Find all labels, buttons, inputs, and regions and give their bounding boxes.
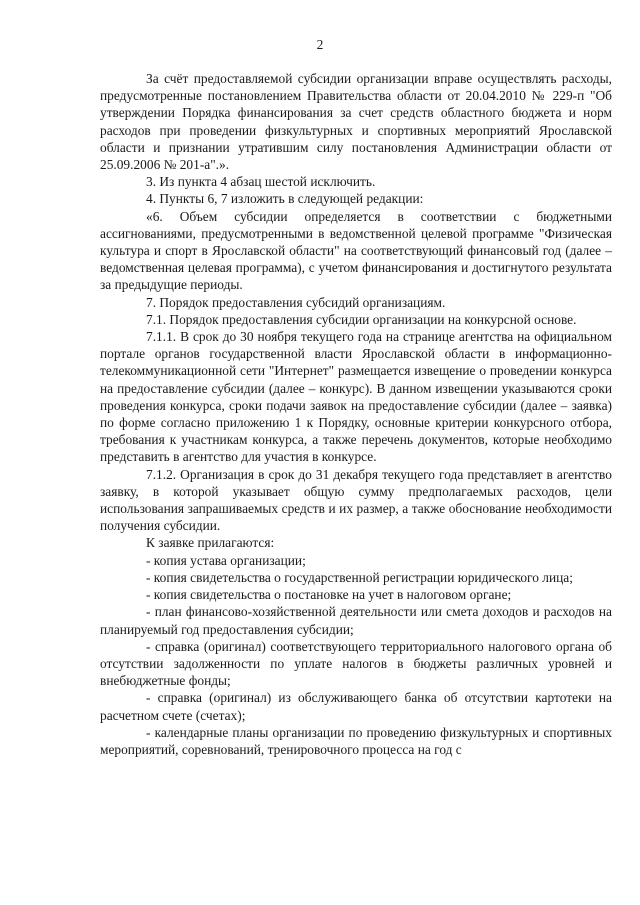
list-item-charter-copy: - копия устава организации; xyxy=(146,552,306,568)
paragraph-point-7-1-2: 7.1.2. Организация в срок до 31 декабря текущего года представляет в агентство заявку, в которой указывает общую сумму предполагаемых расходов, цели использования запрашиваемых средств и их размер, а также обоснование необходимости получения субсидии. xyxy=(100,466,612,534)
list-item-registration-copy: - копия свидетельства о государственной регистрации юридического лица; xyxy=(146,569,573,585)
list-item-financial-plan: - план финансово-хозяйственной деятельности или смета доходов и расходов на планируемый год предоставления субсидии; xyxy=(100,604,612,637)
document-body xyxy=(100,70,612,758)
paragraph-attachments-intro: К заявке прилагаются: xyxy=(146,535,275,551)
paragraph-item-3: 3. Из пункта 4 абзац шестой исключить. xyxy=(146,174,376,190)
paragraph-point-6: «6. Объем субсидии определяется в соответствии с бюджетными ассигнованиями, предусмотренными в ведомственной целевой программе "Физическая культура и спорт в Ярославской области" на соответствующий финансовый год (далее – ведомственная целевая программа), с учетом финансирования и достигнутого результата за предыдущие периоды. xyxy=(100,208,612,293)
paragraph-subsidy-expenses: За счёт предоставляемой субсидии организации вправе осуществлять расходы, предусмотренные постановлением Правительства области от 20.04.2010 № 229-п "Об утверждении Порядка финансирования за счет средств областного бюджета и норм расходов при проведении физкультурных и спортивных мероприятий Ярославской области и признании утратившим силу постановления Администрации области от 25.09.2006 № 201-а".». xyxy=(100,71,612,173)
paragraph-point-7-1: 7.1. Порядок предоставления субсидии организации на конкурсной основе. xyxy=(146,311,577,327)
page-number: 2 xyxy=(316,37,324,52)
list-item-calendar-plans: - календарные планы организации по проведению физкультурных и спортивных мероприятий, соревнований, тренировочного процесса на год с xyxy=(100,724,612,757)
list-item-bank-certificate: - справка (оригинал) из обслуживающего банка об отсутствии картотеки на расчетном счете (счетах); xyxy=(100,690,612,723)
paragraph-item-4: 4. Пункты 6, 7 изложить в следующей редакции: xyxy=(146,191,424,207)
paragraph-point-7-1-1: 7.1.1. В срок до 30 ноября текущего года на странице агентства на официальном портале органов государственной власти Ярославской области в информационно-телекоммуникационной сети "Интернет" размещается извещение о проведении конкурса на предоставление субсидии (далее – конкурс). В данном извещении указываются сроки проведения конкурса, сроки подачи заявок на предоставление субсидии (далее – заявка) по форме согласно приложению 1 к Порядку, основные критерии конкурсного отбора, требования к участникам конкурса, а также перечень документов, которые необходимо представить в агентство для участия в конкурсе. xyxy=(100,329,612,465)
list-item-tax-certificate: - справка (оригинал) соответствующего территориального налогового органа об отсутствии задолженности по уплате налогов в бюджеты различных уровней и внебюджетные фонды; xyxy=(100,638,612,689)
paragraph-point-7: 7. Порядок предоставления субсидий организациям. xyxy=(146,294,446,310)
list-item-tax-registration-copy: - копия свидетельства о постановке на учет в налоговом органе; xyxy=(146,587,512,603)
